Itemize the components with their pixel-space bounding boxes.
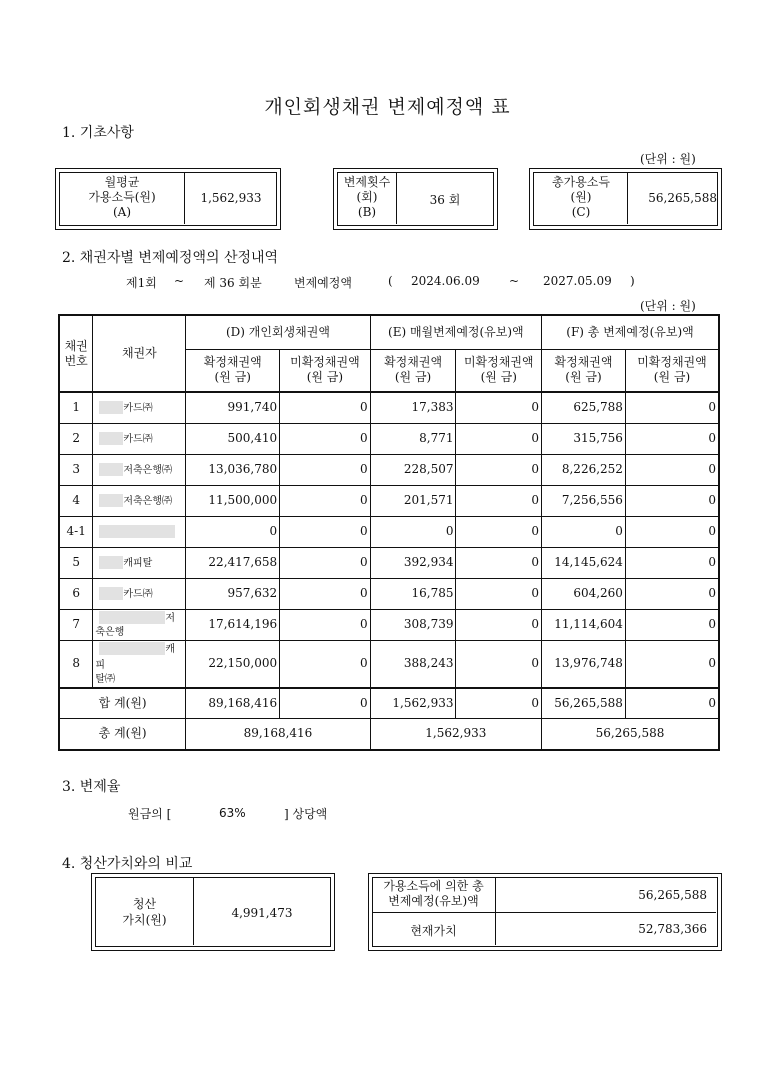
row-creditor <box>93 578 186 609</box>
page-title: 개인회생채권 변제예정액 표 <box>264 96 511 118</box>
period-count: 제 36 회분 <box>204 276 262 290</box>
header-creditor: 채권자 <box>93 315 186 392</box>
cell-d2: 0 <box>280 640 371 688</box>
box-b-value: 36 회 <box>429 193 461 207</box>
section-2-heading: 2. 채권자별 변제예정액의 산정내역 <box>62 250 279 266</box>
total-e: 1,562,933 <box>370 719 541 750</box>
table-row <box>59 392 719 423</box>
box-a <box>55 168 281 230</box>
box-a-label-3: (A) <box>112 205 132 219</box>
table-row <box>59 454 719 485</box>
box-c-label-1: 총가용소득 <box>552 175 610 189</box>
cell-e1: 16,785 <box>370 578 456 609</box>
compare-row2-label: 현재가치 <box>410 924 457 938</box>
redacted-name <box>99 463 123 476</box>
cell-e1: 0 <box>370 516 456 547</box>
cell-d1: 17,614,196 <box>186 609 280 640</box>
liquidation-label-1: 청산 <box>132 897 157 911</box>
redacted-name <box>99 525 175 538</box>
creditor-name: 카드㈜ <box>123 433 153 445</box>
sum-d-fixed: 89,168,416 <box>186 688 280 719</box>
row-no: 8 <box>59 640 93 688</box>
cell-e1: 8,771 <box>370 423 456 454</box>
redacted-name <box>99 642 165 655</box>
creditor-name: 저축은행㈜ <box>123 464 172 476</box>
sum-label: 합 계(원) <box>59 688 186 719</box>
box-a-label-1: 월평균 <box>104 175 140 189</box>
cell-f1: 315,756 <box>542 423 626 454</box>
total-d: 89,168,416 <box>186 719 370 750</box>
creditor-name: 저축은행㈜ <box>123 495 172 507</box>
redacted-name <box>99 494 123 507</box>
redacted-name <box>99 556 123 569</box>
cell-d1: 22,417,658 <box>186 547 280 578</box>
rate-text-1: 원금의 [ <box>128 807 172 821</box>
cell-f1: 7,256,556 <box>542 485 626 516</box>
header-d-fixed: 확정채권액 (원 금) <box>186 349 280 392</box>
header-f: (F) 총 변제예정(유보)액 <box>542 315 719 349</box>
box-b <box>333 168 498 230</box>
cell-f2: 0 <box>625 578 719 609</box>
cell-f1: 14,145,624 <box>542 547 626 578</box>
row-no: 4 <box>59 485 93 516</box>
header-f-unfixed: 미확정채권액 (원 금) <box>625 349 719 392</box>
table-row <box>59 578 719 609</box>
compare-row2-value: 52,783,366 <box>638 922 707 936</box>
header-d: (D) 개인회생채권액 <box>186 315 370 349</box>
cell-d2: 0 <box>280 392 371 423</box>
period-start: 2024.06.09 <box>411 274 480 288</box>
sum-e-unfixed: 0 <box>456 688 542 719</box>
cell-f2: 0 <box>625 547 719 578</box>
header-e: (E) 매월변제예정(유보)액 <box>370 315 541 349</box>
cell-e1: 388,243 <box>370 640 456 688</box>
box-b-label-2: (회) <box>356 190 378 204</box>
sum-e-fixed: 1,562,933 <box>370 688 456 719</box>
cell-d2: 0 <box>280 547 371 578</box>
cell-e2: 0 <box>456 454 542 485</box>
creditor-name: 카드㈜ <box>123 402 153 414</box>
cell-d2: 0 <box>280 485 371 516</box>
row-no: 3 <box>59 454 93 485</box>
period-line <box>126 274 157 291</box>
row-no: 6 <box>59 578 93 609</box>
redacted-name <box>99 611 165 624</box>
row-creditor <box>93 516 186 547</box>
cell-d2: 0 <box>280 609 371 640</box>
table-row <box>59 547 719 578</box>
section-4-heading: 4. 청산가치와의 비교 <box>62 856 193 872</box>
sum-f-fixed: 56,265,588 <box>542 688 626 719</box>
cell-e2: 0 <box>456 485 542 516</box>
cell-f2: 0 <box>625 454 719 485</box>
cell-d1: 0 <box>186 516 280 547</box>
header-no: 채권 번호 <box>59 315 93 392</box>
row-creditor <box>93 609 186 640</box>
cell-f2: 0 <box>625 516 719 547</box>
header-e-unfixed: 미확정채권액 (원 금) <box>456 349 542 392</box>
cell-f1: 8,226,252 <box>542 454 626 485</box>
box-b-label-1: 변제횟수 <box>343 175 391 189</box>
cell-e2: 0 <box>456 609 542 640</box>
cell-f1: 604,260 <box>542 578 626 609</box>
creditor-name: 캐피 <box>95 643 176 671</box>
compare-row1-label-2: 변제예정(유보)액 <box>388 894 479 908</box>
total-label: 총 계(원) <box>59 719 186 750</box>
row-no: 2 <box>59 423 93 454</box>
table-row <box>59 516 719 547</box>
table-row <box>59 485 719 516</box>
redacted-name <box>99 401 123 414</box>
table-row <box>59 640 719 688</box>
total-f: 56,265,588 <box>542 719 719 750</box>
period-end: 2027.05.09 <box>543 274 612 288</box>
cell-e1: 201,571 <box>370 485 456 516</box>
cell-f2: 0 <box>625 640 719 688</box>
comparison-box <box>368 873 722 951</box>
cell-d2: 0 <box>280 578 371 609</box>
box-c-label-3: (C) <box>571 205 591 219</box>
cell-d2: 0 <box>280 423 371 454</box>
row-no: 5 <box>59 547 93 578</box>
table-row <box>59 423 719 454</box>
rate-value: 63% <box>219 806 246 820</box>
creditor-name: 카드㈜ <box>123 588 153 600</box>
cell-e1: 17,383 <box>370 392 456 423</box>
period-close: ) <box>630 274 635 288</box>
box-c-value: 56,265,588 <box>648 191 717 205</box>
section-2-unit: (단위 : 원) <box>640 299 696 313</box>
creditor-name-line2: 축은행 <box>95 626 125 638</box>
period-first: 제1회 <box>126 276 157 290</box>
cell-d1: 500,410 <box>186 423 280 454</box>
cell-e2: 0 <box>456 547 542 578</box>
cell-f2: 0 <box>625 485 719 516</box>
creditor-name: 캐피탈 <box>123 557 153 569</box>
row-creditor <box>93 547 186 578</box>
redacted-name <box>99 587 123 600</box>
period-label: 변제예정액 <box>294 276 352 290</box>
box-a-value: 1,562,933 <box>200 191 262 205</box>
creditor-table <box>58 314 720 751</box>
box-c <box>529 168 722 230</box>
row-no: 1 <box>59 392 93 423</box>
cell-d1: 957,632 <box>186 578 280 609</box>
liquidation-box <box>91 873 335 951</box>
section-1-unit: (단위 : 원) <box>640 152 696 166</box>
redacted-name <box>99 432 123 445</box>
cell-e2: 0 <box>456 578 542 609</box>
cell-e2: 0 <box>456 640 542 688</box>
liquidation-label-2: 가치(원) <box>122 913 167 927</box>
compare-row1-value: 56,265,588 <box>638 888 707 902</box>
row-creditor <box>93 392 186 423</box>
cell-d1: 11,500,000 <box>186 485 280 516</box>
cell-e1: 308,739 <box>370 609 456 640</box>
cell-d2: 0 <box>280 454 371 485</box>
box-a-label-2: 가용소득(원) <box>88 190 156 204</box>
row-creditor <box>93 485 186 516</box>
cell-d1: 22,150,000 <box>186 640 280 688</box>
section-3-heading: 3. 변제율 <box>62 779 121 795</box>
header-e-fixed: 확정채권액 (원 금) <box>370 349 456 392</box>
period-tilde-2: ~ <box>509 274 520 288</box>
header-d-unfixed: 미확정채권액 (원 금) <box>280 349 371 392</box>
cell-f1: 13,976,748 <box>542 640 626 688</box>
row-creditor <box>93 454 186 485</box>
cell-d2: 0 <box>280 516 371 547</box>
sum-f-unfixed: 0 <box>625 688 719 719</box>
row-creditor <box>93 423 186 454</box>
table-row <box>59 609 719 640</box>
cell-f1: 11,114,604 <box>542 609 626 640</box>
header-f-fixed: 확정채권액 (원 금) <box>542 349 626 392</box>
cell-f2: 0 <box>625 423 719 454</box>
cell-e2: 0 <box>456 423 542 454</box>
creditor-name-line2: 탈㈜ <box>95 673 116 685</box>
row-no: 7 <box>59 609 93 640</box>
compare-row1-label-1: 가용소득에 의한 총 <box>383 879 484 893</box>
period-tilde-1: ~ <box>174 274 185 288</box>
box-b-label-3: (B) <box>357 205 377 219</box>
row-creditor <box>93 640 186 688</box>
cell-e1: 392,934 <box>370 547 456 578</box>
cell-e2: 0 <box>456 516 542 547</box>
cell-f1: 0 <box>542 516 626 547</box>
creditor-name: 저 <box>165 612 176 624</box>
cell-d1: 13,036,780 <box>186 454 280 485</box>
cell-e2: 0 <box>456 392 542 423</box>
cell-f2: 0 <box>625 609 719 640</box>
cell-f1: 625,788 <box>542 392 626 423</box>
cell-d1: 991,740 <box>186 392 280 423</box>
liquidation-value: 4,991,473 <box>231 906 293 920</box>
row-no: 4-1 <box>59 516 93 547</box>
rate-text-2: ] 상당액 <box>284 807 328 821</box>
cell-f2: 0 <box>625 392 719 423</box>
sum-d-unfixed: 0 <box>280 688 371 719</box>
period-open: ( <box>388 274 393 288</box>
box-c-label-2: (원) <box>570 190 592 204</box>
section-1-heading: 1. 기초사항 <box>62 125 134 141</box>
cell-e1: 228,507 <box>370 454 456 485</box>
